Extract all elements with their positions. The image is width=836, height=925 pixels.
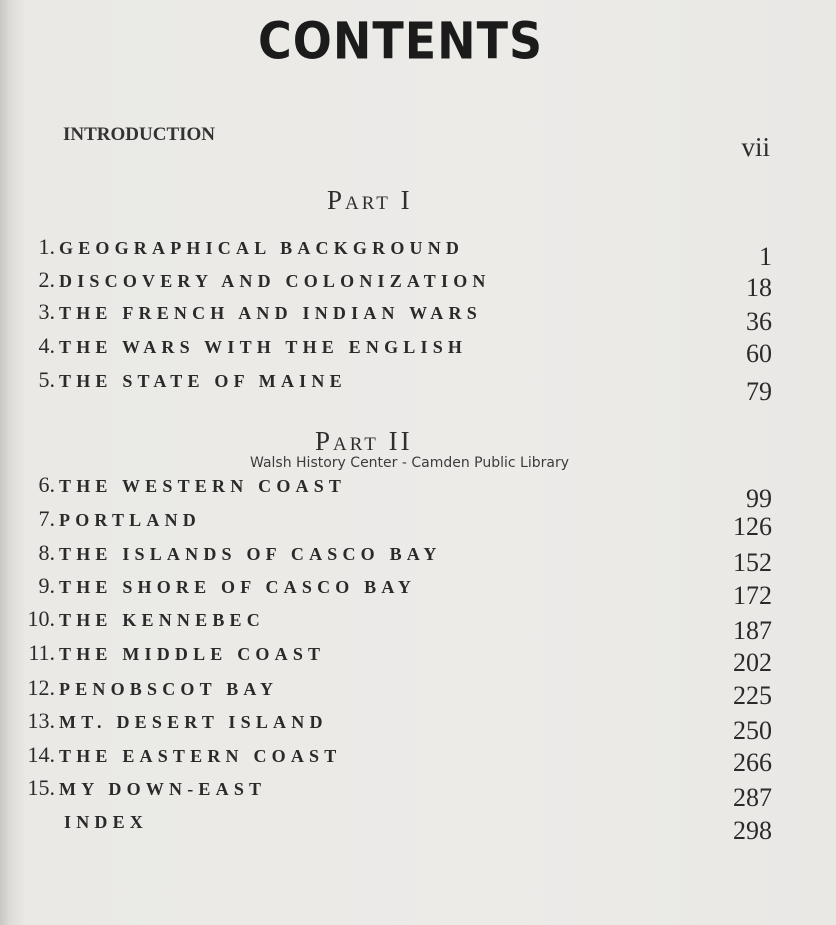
chapter-title: THE SHORE OF CASCO BAY (59, 577, 417, 597)
toc-entry (0, 333, 836, 368)
chapter-page: 202 (733, 648, 772, 677)
chapter-title: DISCOVERY AND COLONIZATION (59, 271, 491, 291)
chapter-title: MY DOWN-EAST (59, 779, 267, 799)
introduction-page-number: vii (741, 132, 770, 162)
chapter-title: THE EASTERN COAST (59, 746, 342, 766)
chapter-title: THE FRENCH AND INDIAN WARS (59, 303, 482, 323)
chapter-number: 1. (38, 234, 55, 259)
chapter-page: 126 (733, 512, 772, 541)
chapter-number: 7. (38, 506, 55, 531)
chapter-title: GEOGRAPHICAL BACKGROUND (59, 238, 465, 258)
chapter-title: THE WESTERN COAST (59, 476, 347, 496)
chapter-page: 250 (733, 716, 772, 745)
chapter-page: 225 (733, 681, 772, 710)
chapter-title: MT. DESERT ISLAND (59, 712, 328, 732)
chapter-number: 6. (38, 472, 55, 497)
toc-entry (0, 267, 836, 302)
chapter-page: 99 (746, 484, 772, 513)
chapter-page: 18 (746, 273, 772, 302)
chapter-number: 13. (27, 708, 55, 733)
chapter-number: 11. (28, 640, 55, 665)
part-heading-2: Part II (315, 426, 413, 456)
introduction-label: INTRODUCTION (63, 124, 216, 145)
chapter-page: 152 (733, 548, 772, 577)
toc-entry (0, 472, 836, 513)
toc-entry (0, 775, 836, 812)
toc-entry (0, 540, 836, 577)
toc-entry-index (0, 808, 836, 845)
toc-entry (0, 708, 836, 745)
chapter-page: 287 (733, 783, 772, 812)
chapter-number: 5. (38, 367, 55, 392)
chapter-page: 172 (733, 581, 772, 610)
chapter-number: 14. (27, 742, 55, 767)
toc-entry (0, 742, 836, 777)
chapter-title: PENOBSCOT BAY (59, 679, 279, 699)
chapter-title: THE WARS WITH THE ENGLISH (59, 337, 468, 357)
chapter-number: 2. (38, 267, 55, 292)
toc-entry (0, 573, 836, 610)
chapter-number: 10. (27, 606, 55, 631)
chapter-title: THE ISLANDS OF CASCO BAY (59, 544, 442, 564)
chapter-title: THE KENNEBEC (59, 610, 265, 630)
toc-entry (0, 299, 836, 336)
watermark: Walsh History Center - Camden Public Library (250, 455, 570, 471)
chapter-number: 4. (38, 333, 55, 358)
chapter-page: 36 (746, 307, 772, 336)
toc-entry (0, 234, 836, 271)
toc-entry (0, 367, 836, 406)
chapter-number: 9. (38, 573, 55, 598)
toc-entry (0, 606, 836, 645)
chapter-page: 266 (733, 748, 772, 777)
chapter-number: 3. (38, 299, 55, 324)
toc-entry (0, 506, 836, 541)
chapter-number: 15. (27, 775, 55, 800)
page-title: CONTENTS (258, 11, 544, 71)
chapter-number: 8. (38, 540, 55, 565)
index-label: INDEX (64, 812, 149, 832)
chapter-page: 79 (746, 377, 772, 406)
chapter-page: 187 (733, 616, 772, 645)
chapter-title: THE MIDDLE COAST (59, 644, 326, 664)
chapter-number: 12. (27, 675, 55, 700)
part-heading-1: Part I (327, 185, 413, 215)
index-page: 298 (733, 816, 772, 845)
chapter-title: THE STATE OF MAINE (59, 371, 347, 391)
chapter-page: 60 (746, 339, 772, 368)
toc-entry (0, 675, 836, 710)
toc-entry (0, 640, 836, 677)
chapter-title: PORTLAND (59, 510, 201, 530)
chapter-page: 1 (759, 242, 772, 271)
